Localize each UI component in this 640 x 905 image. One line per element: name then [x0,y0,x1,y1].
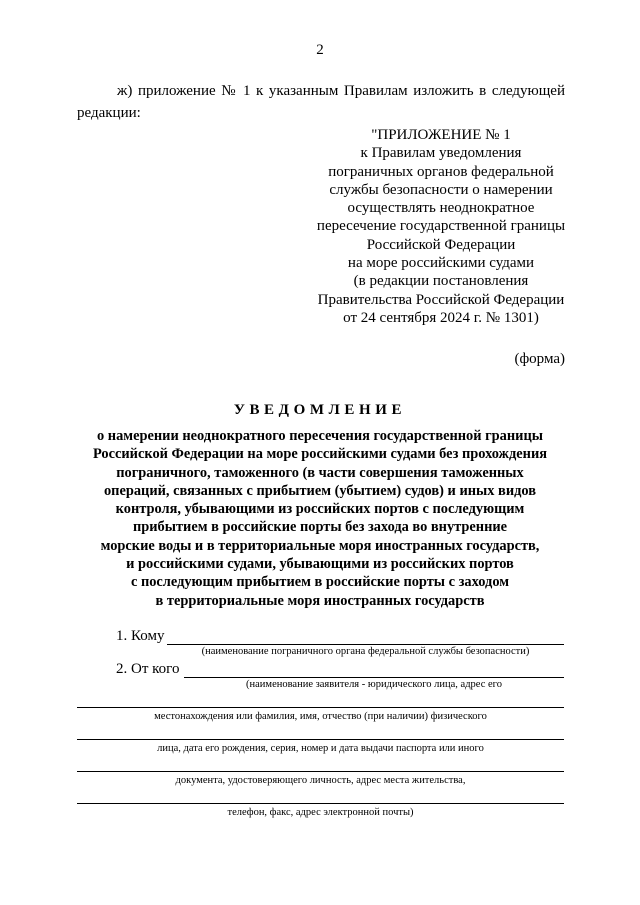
appendix-line: Российской Федерации [366,236,516,253]
appendix-header [296,126,586,327]
from-field-line[interactable] [77,803,564,804]
appendix-line: от 24 сентября 2024 г. № 1301) [343,309,539,326]
to-field-label: 1. Кому [116,628,165,644]
from-field-hint: (наименование заявителя - юридического лица, адрес его [246,679,502,690]
subtitle-line: пограничного, таможенного (в части совершения таможенных [116,464,524,481]
from-field-hint: местонахождения или фамилия, имя, отчество (при наличии) физического [154,711,487,722]
from-field-hint: телефон, факс, адрес электронной почты) [227,807,414,818]
appendix-line: Правительства Российской Федерации [317,291,565,308]
subtitle-line: с последующим прибытием в российские порты с заходом [130,574,510,591]
from-field-hint: документа, удостоверяющего личность, адрес места жительства, [175,775,466,786]
from-field-line[interactable] [77,707,564,708]
to-field-line[interactable] [167,644,564,645]
appendix-line: к Правилам уведомления [360,145,522,162]
appendix-line: на море российскими судами [347,255,535,272]
appendix-line: "ПРИЛОЖЕНИЕ № 1 [371,127,511,143]
appendix-line: пограничных органов федеральной [328,163,554,180]
from-field-line[interactable] [77,739,564,740]
form-label: (форма) [514,351,565,367]
appendix-line: осуществлять неоднократное [347,200,535,217]
from-field-line[interactable] [184,677,564,678]
subtitle-line: и российскими судами, убывающими из российских портов [126,556,514,573]
subtitle-line: прибытием в российские порты без захода во внутренние [132,519,508,536]
subtitle-line: в территориальные моря иностранных государств [155,592,485,609]
appendix-line: службы безопасности о намерении [329,181,553,198]
document-title: УВЕДОМЛЕНИЕ [233,402,407,418]
subtitle-line: о намерении неоднократного пересечения государственной границы [97,428,543,444]
from-field-label: 2. От кого [116,661,180,677]
subtitle-line: контроля, убывающими из российских портов с последующим [115,501,525,518]
subtitle-line: морские воды и в территориальные моря иностранных государств, [100,537,540,554]
document-subtitle [60,427,580,610]
from-field-line[interactable] [77,771,564,772]
to-field-hint: (наименование пограничного органа федеральной службы безопасности) [201,646,530,657]
subtitle-line: Российской Федерации на море российскими судами без прохождения [92,446,548,463]
appendix-line: пересечение государственной границы [316,218,566,235]
subtitle-line: операций, связанных с прибытием (убытием) судов) и иных видов [103,482,537,499]
page-number: 2 [316,42,324,58]
from-field-hint: лица, дата его рождения, серия, номер и дата выдачи паспорта или иного [157,743,484,754]
intro-line-1: ж) приложение № 1 к указанным Правилам изложить в следующей [117,83,565,99]
intro-line-2: редакции: [77,105,141,121]
appendix-line: (в редакции постановления [353,273,529,290]
